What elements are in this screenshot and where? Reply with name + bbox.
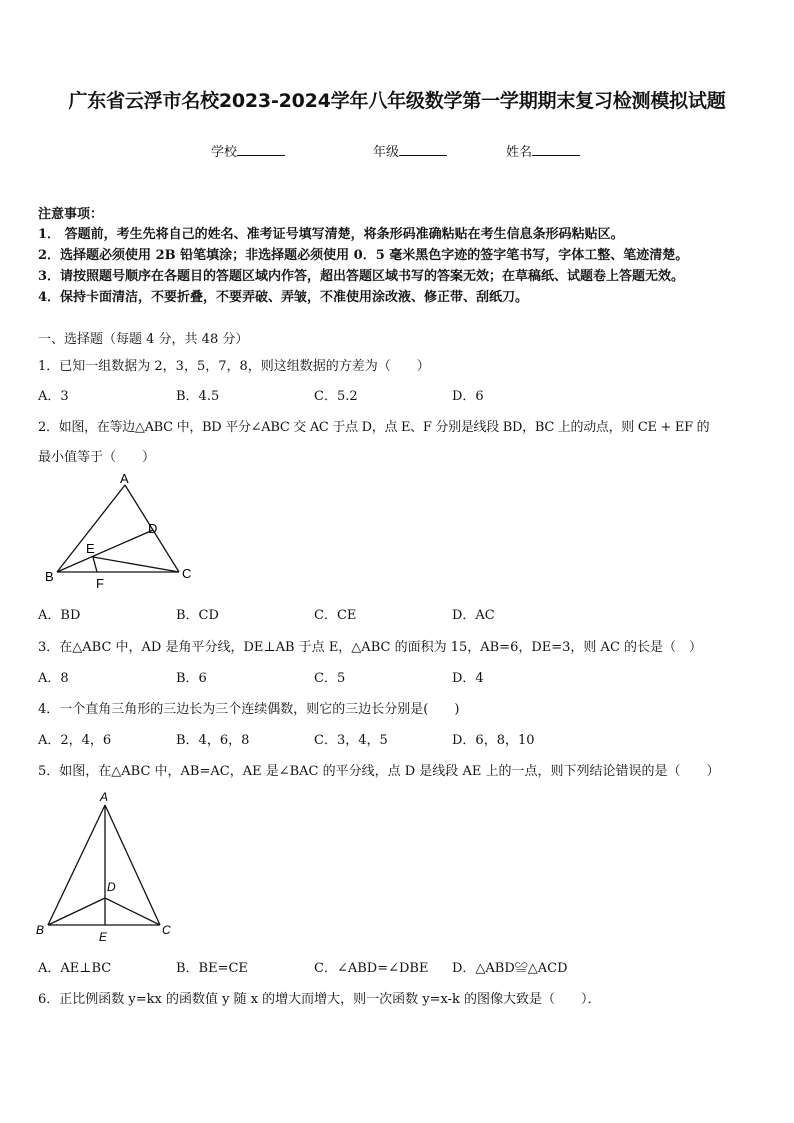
- question-5-stem: 5．如图，在△ABC 中，AB=AC，AE 是∠BAC 的平分线，点 D 是线段 AE 上的一点，则下列结论错误的是（ ）: [38, 764, 720, 779]
- q2-triangle-figure: [38, 470, 208, 592]
- q5-label-d: D: [107, 880, 116, 894]
- question-3-stem: 3．在△ABC 中，AD 是角平分线，DE⊥AB 于点 E，△ABC 的面积为 15，AB=6，DE=3，则 AC 的长是（ ）: [38, 640, 703, 655]
- q4-option-a: A．2，4，6: [38, 733, 112, 748]
- notice-item: 2．选择题必须使用 2B 铅笔填涂；非选择题必须使用 0．5 毫米黑色字迹的签字笔书写，字体工整、笔迹清楚。: [38, 248, 689, 263]
- q3-option-c: C．5: [314, 671, 346, 686]
- q2-label-c: C: [182, 566, 192, 581]
- q2-label-d: D: [148, 521, 158, 536]
- school-field: [211, 141, 285, 160]
- q2-option-a: A．BD: [38, 608, 81, 623]
- q5-option-d: D．△ABD≌△ACD: [452, 961, 568, 976]
- q4-option-d: D．6，8，10: [452, 733, 535, 748]
- question-2-stem: 2．如图，在等边△ABC 中，BD 平分∠ABC 交 AC 于点 D，点 E、F 分别是线段 BD，BC 上的动点，则 CE + EF 的: [38, 420, 710, 435]
- grade-label: 年级: [373, 145, 400, 160]
- notice-item: 1． 答题前，考生先将自己的姓名、准考证号填写清楚，将条形码准确粘贴在考生信息条形码粘贴区。: [38, 227, 624, 242]
- q2-option-c: C．CE: [314, 608, 357, 623]
- q3-option-b: B．6: [176, 671, 207, 686]
- question-4-stem: 4．一个直角三角形的三边长为三个连续偶数，则它的三边长分别是( ): [38, 702, 460, 717]
- grade-blank: [399, 142, 447, 156]
- q2-label-f: F: [96, 576, 104, 591]
- q2-label-b: B: [45, 569, 54, 584]
- q1-option-b: B．4.5: [176, 389, 220, 404]
- q1-option-c: C．5.2: [314, 389, 358, 404]
- school-blank: [237, 142, 285, 156]
- q3-option-d: D．4: [452, 671, 484, 686]
- q2-label-a: A: [120, 471, 129, 486]
- notice-item: 3．请按照题号顺序在各题目的答题区域内作答，超出答题区域书写的答案无效；在草稿纸、试题卷上答题无效。: [38, 269, 685, 284]
- question-2-stem-cont: 最小值等于（ ）: [38, 450, 156, 465]
- q2-option-d: D．AC: [452, 608, 495, 623]
- q2-option-b: B．CD: [176, 608, 219, 623]
- notice-item: 4．保持卡面清洁，不要折叠，不要弄破、弄皱，不准使用涂改液、修正带、刮纸刀。: [38, 290, 529, 305]
- grade-field: [373, 141, 447, 160]
- q5-label-b: B: [36, 923, 45, 937]
- q5-triangle-figure: [34, 788, 182, 944]
- q5-label-c: C: [162, 923, 171, 937]
- question-1-stem: 1．已知一组数据为 2，3，5，7，8，则这组数据的方差为（ ）: [38, 359, 430, 374]
- section-heading: 一、选择题（每题 4 分，共 48 分）: [38, 332, 249, 347]
- q5-option-c: C．∠ABD=∠DBE: [314, 961, 429, 976]
- name-field: [506, 141, 580, 160]
- school-label: 学校: [211, 145, 238, 160]
- q5-option-b: B．BE=CE: [176, 961, 248, 976]
- q4-option-c: C．3，4，5: [314, 733, 388, 748]
- q4-option-b: B．4，6，8: [176, 733, 250, 748]
- q1-option-a: A．3: [38, 389, 69, 404]
- q1-option-d: D．6: [452, 389, 484, 404]
- notice-heading: 注意事项：: [38, 207, 104, 222]
- exam-title: 广东省云浮市名校2023-2024学年八年级数学第一学期期末复习检测模拟试题: [68, 90, 726, 112]
- name-blank: [532, 142, 580, 156]
- question-6-stem: 6．正比例函数 y=kx 的函数值 y 随 x 的增大而增大，则一次函数 y=x-k 的图像大致是（ ）．: [38, 992, 601, 1007]
- name-label: 姓名: [506, 145, 533, 160]
- q2-label-e: E: [86, 541, 95, 556]
- q5-label-a: A: [100, 790, 109, 804]
- q5-label-e: E: [99, 930, 108, 944]
- q3-option-a: A．8: [38, 671, 69, 686]
- q5-option-a: A．AE⊥BC: [38, 961, 112, 976]
